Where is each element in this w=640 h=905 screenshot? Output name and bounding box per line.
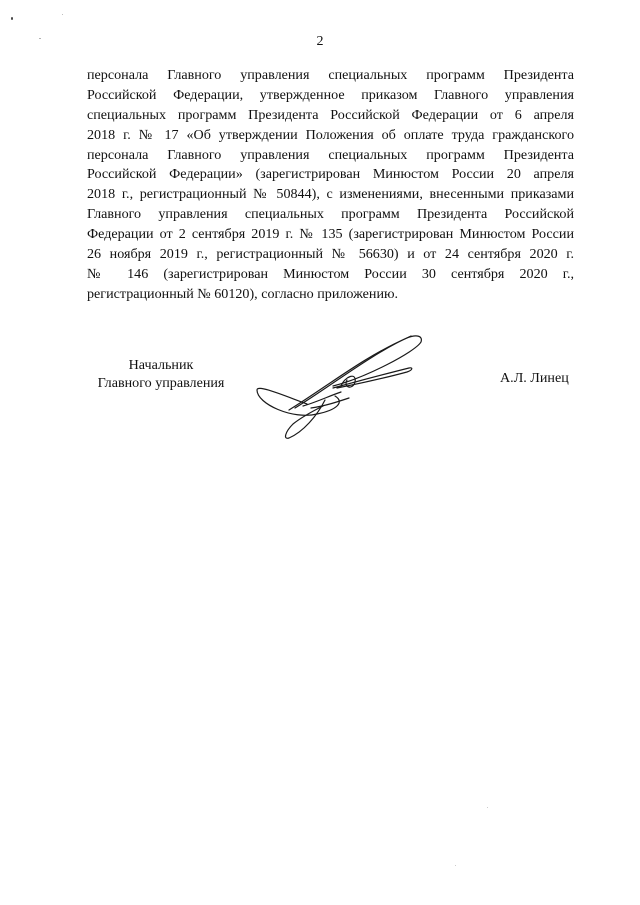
signatory-name: А.Л. Линец xyxy=(500,370,569,386)
scan-speck xyxy=(455,865,456,866)
scan-speck xyxy=(11,17,13,20)
body-line: Главного управления специальных программ Президента Российской xyxy=(87,206,574,223)
body-line: Российской Федерации, утвержденное приказом Главного управления xyxy=(87,86,574,103)
scan-speck xyxy=(487,807,488,808)
body-line: 26 ноября 2019 г., регистрационный № 56630) и от 24 сентября 2020 г. xyxy=(87,246,574,263)
handwritten-signature-icon xyxy=(245,326,435,442)
scan-speck xyxy=(39,38,41,39)
body-line: регистрационный № 60120), согласно приложению. xyxy=(87,285,399,302)
body-line: персонала Главного управления специальных программ Президента xyxy=(87,146,574,163)
signatory-position-line: Начальник xyxy=(128,357,194,373)
body-line: Российской Федерации» (зарегистрирован Минюстом России 20 апреля xyxy=(87,166,574,183)
body-line: персонала Главного управления специальных программ Президента xyxy=(87,67,574,83)
signatory-position-line: Главного управления xyxy=(97,375,225,391)
body-line: специальных программ Президента Российской Федерации от 6 апреля xyxy=(87,106,574,123)
body-line: № 146 (зарегистрирован Минюстом России 30 сентября 2020 г., xyxy=(87,265,574,282)
scan-speck xyxy=(62,14,63,15)
body-line: Федерации от 2 сентября 2019 г. № 135 (зарегистрирован Минюстом России xyxy=(87,226,574,243)
page-number: 2 xyxy=(316,34,324,49)
signatory-position xyxy=(76,356,246,392)
body-line: 2018 г., регистрационный № 50844), с изменениями, внесенными приказами xyxy=(87,186,574,203)
body-line: 2018 г. № 17 «Об утверждении Положения об оплате труда гражданского xyxy=(87,126,574,143)
body-paragraph xyxy=(87,66,574,305)
